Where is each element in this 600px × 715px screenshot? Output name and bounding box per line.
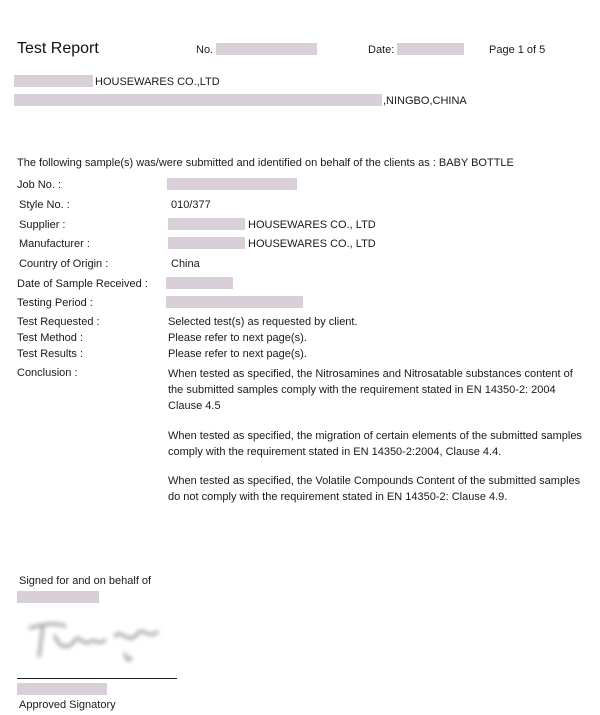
signature-image — [25, 606, 165, 666]
testing-period-redaction — [166, 296, 303, 308]
signatory-name-redaction — [17, 683, 107, 695]
test-requested-value: Selected test(s) as requested by client. — [168, 316, 358, 328]
signature-line — [17, 678, 177, 679]
job-no-label: Job No. : — [17, 179, 62, 191]
conclusion-paragraph-3: When tested as specified, the Volatile Compounds Content of the submitted samples do not comply with the requirement stated in EN 14350-2: Clause 4.9. — [168, 475, 581, 503]
signatory-company-redaction — [17, 591, 99, 603]
country-value: China — [171, 258, 200, 270]
date-received-redaction — [166, 277, 233, 289]
manufacturer-label: Manufacturer : — [19, 238, 90, 250]
manufacturer-redaction — [168, 237, 245, 249]
conclusion-paragraph-2: When tested as specified, the migration of certain elements of the submitted samples comply with the requirement stated in EN 14350-2:2004, Clause 4.4. — [168, 430, 582, 458]
test-method-value: Please refer to next page(s). — [168, 332, 307, 344]
style-no-value: 010/377 — [171, 199, 211, 211]
client-company: HOUSEWARES CO.,LTD — [95, 76, 220, 88]
page-indicator: Page 1 of 5 — [489, 44, 546, 56]
report-no-redaction — [216, 43, 317, 55]
style-no-label: Style No. : — [19, 199, 70, 211]
client-address: ,NINGBO,CHINA — [383, 95, 467, 107]
intro-text: The following sample(s) was/were submitted and identified on behalf of the clients as : BABY BOTTLE — [17, 157, 514, 169]
date-label: Date: — [368, 44, 395, 56]
date-redaction — [397, 43, 464, 55]
approved-signatory-text: Approved Signatory — [19, 699, 116, 711]
conclusion-label: Conclusion : — [17, 367, 78, 379]
conclusion-paragraph-1: When tested as specified, the Nitrosamines and Nitrosatable substances content of the submitted samples comply with the requirement stated in EN 14350-2: 2004 Clause 4.5 — [168, 368, 573, 412]
date-received-label: Date of Sample Received : — [17, 278, 148, 290]
test-results-label: Test Results : — [17, 348, 84, 360]
testing-period-label: Testing Period : — [17, 297, 93, 309]
client-address-redaction — [14, 94, 382, 106]
supplier-label: Supplier : — [19, 219, 66, 231]
supplier-redaction — [168, 218, 245, 230]
job-no-redaction — [167, 178, 297, 190]
test-requested-label: Test Requested : — [17, 316, 100, 328]
test-results-value: Please refer to next page(s). — [168, 348, 307, 360]
signed-for-text: Signed for and on behalf of — [19, 575, 152, 587]
country-label: Country of Origin : — [19, 258, 109, 270]
test-method-label: Test Method : — [17, 332, 84, 344]
report-title: Test Report — [17, 40, 99, 57]
manufacturer-value: HOUSEWARES CO., LTD — [248, 238, 376, 250]
report-no-label: No. — [196, 44, 214, 56]
supplier-value: HOUSEWARES CO., LTD — [248, 219, 376, 231]
client-name-redaction — [14, 75, 93, 87]
